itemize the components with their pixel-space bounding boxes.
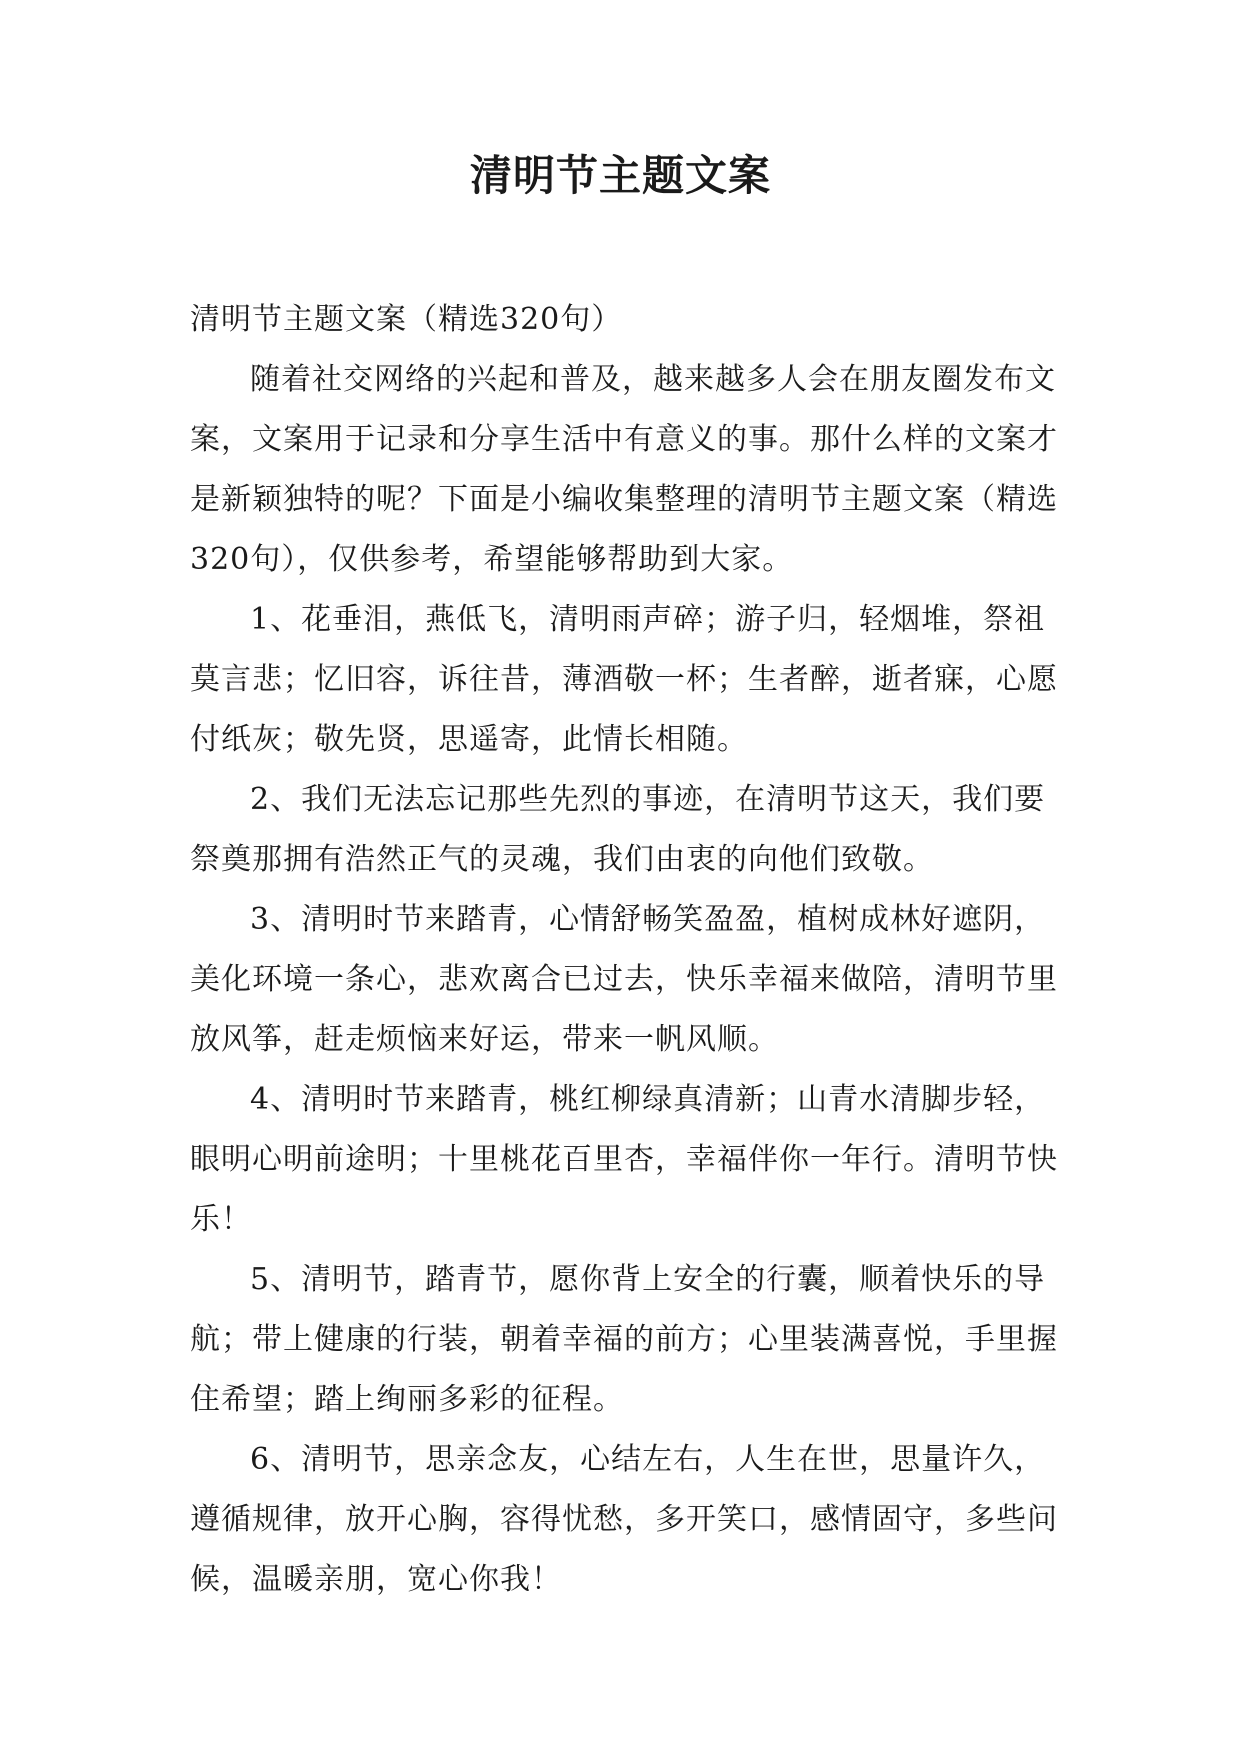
quote-paragraph-6: 6、清明节，思亲念友，心结左右，人生在世，思量许久，遵循规律，放开心胸，容得忧愁，多开笑口，感情固守，多些问候，温暖亲朋，宽心你我！ <box>190 1442 1058 1597</box>
document-body <box>190 290 1060 1610</box>
intro-paragraph: 随着社交网络的兴起和普及，越来越多人会在朋友圈发布文案，文案用于记录和分享生活中有意义的事。那什么样的文案才是新颖独特的呢？下面是小编收集整理的清明节主题文案（精选320句），仅供参考，希望能够帮助到大家。 <box>190 362 1058 577</box>
document-title: 清明节主题文案 <box>469 151 771 200</box>
document-subtitle: 清明节主题文案（精选320句） <box>190 302 623 337</box>
quote-paragraph-5: 5、清明节，踏青节，愿你背上安全的行囊，顺着快乐的导航；带上健康的行装，朝着幸福的前方；心里装满喜悦，手里握住希望；踏上绚丽多彩的征程。 <box>190 1262 1058 1417</box>
quote-paragraph-3: 3、清明时节来踏青，心情舒畅笑盈盈，植树成林好遮阴，美化环境一条心，悲欢离合已过去，快乐幸福来做陪，清明节里放风筝，赶走烦恼来好运，带来一帆风顺。 <box>190 902 1058 1057</box>
quote-paragraph-2: 2、我们无法忘记那些先烈的事迹，在清明节这天，我们要祭奠那拥有浩然正气的灵魂，我们由衷的向他们致敬。 <box>190 782 1046 877</box>
quote-paragraph-1: 1、花垂泪，燕低飞，清明雨声碎；游子归，轻烟堆，祭祖莫言悲；忆旧容，诉往昔，薄酒敬一杯；生者醉，逝者寐，心愿付纸灰；敬先贤，思遥寄，此情长相随。 <box>190 602 1058 757</box>
quote-paragraph-4: 4、清明时节来踏青，桃红柳绿真清新；山青水清脚步轻，眼明心明前途明；十里桃花百里杏，幸福伴你一年行。清明节快乐！ <box>190 1082 1058 1237</box>
